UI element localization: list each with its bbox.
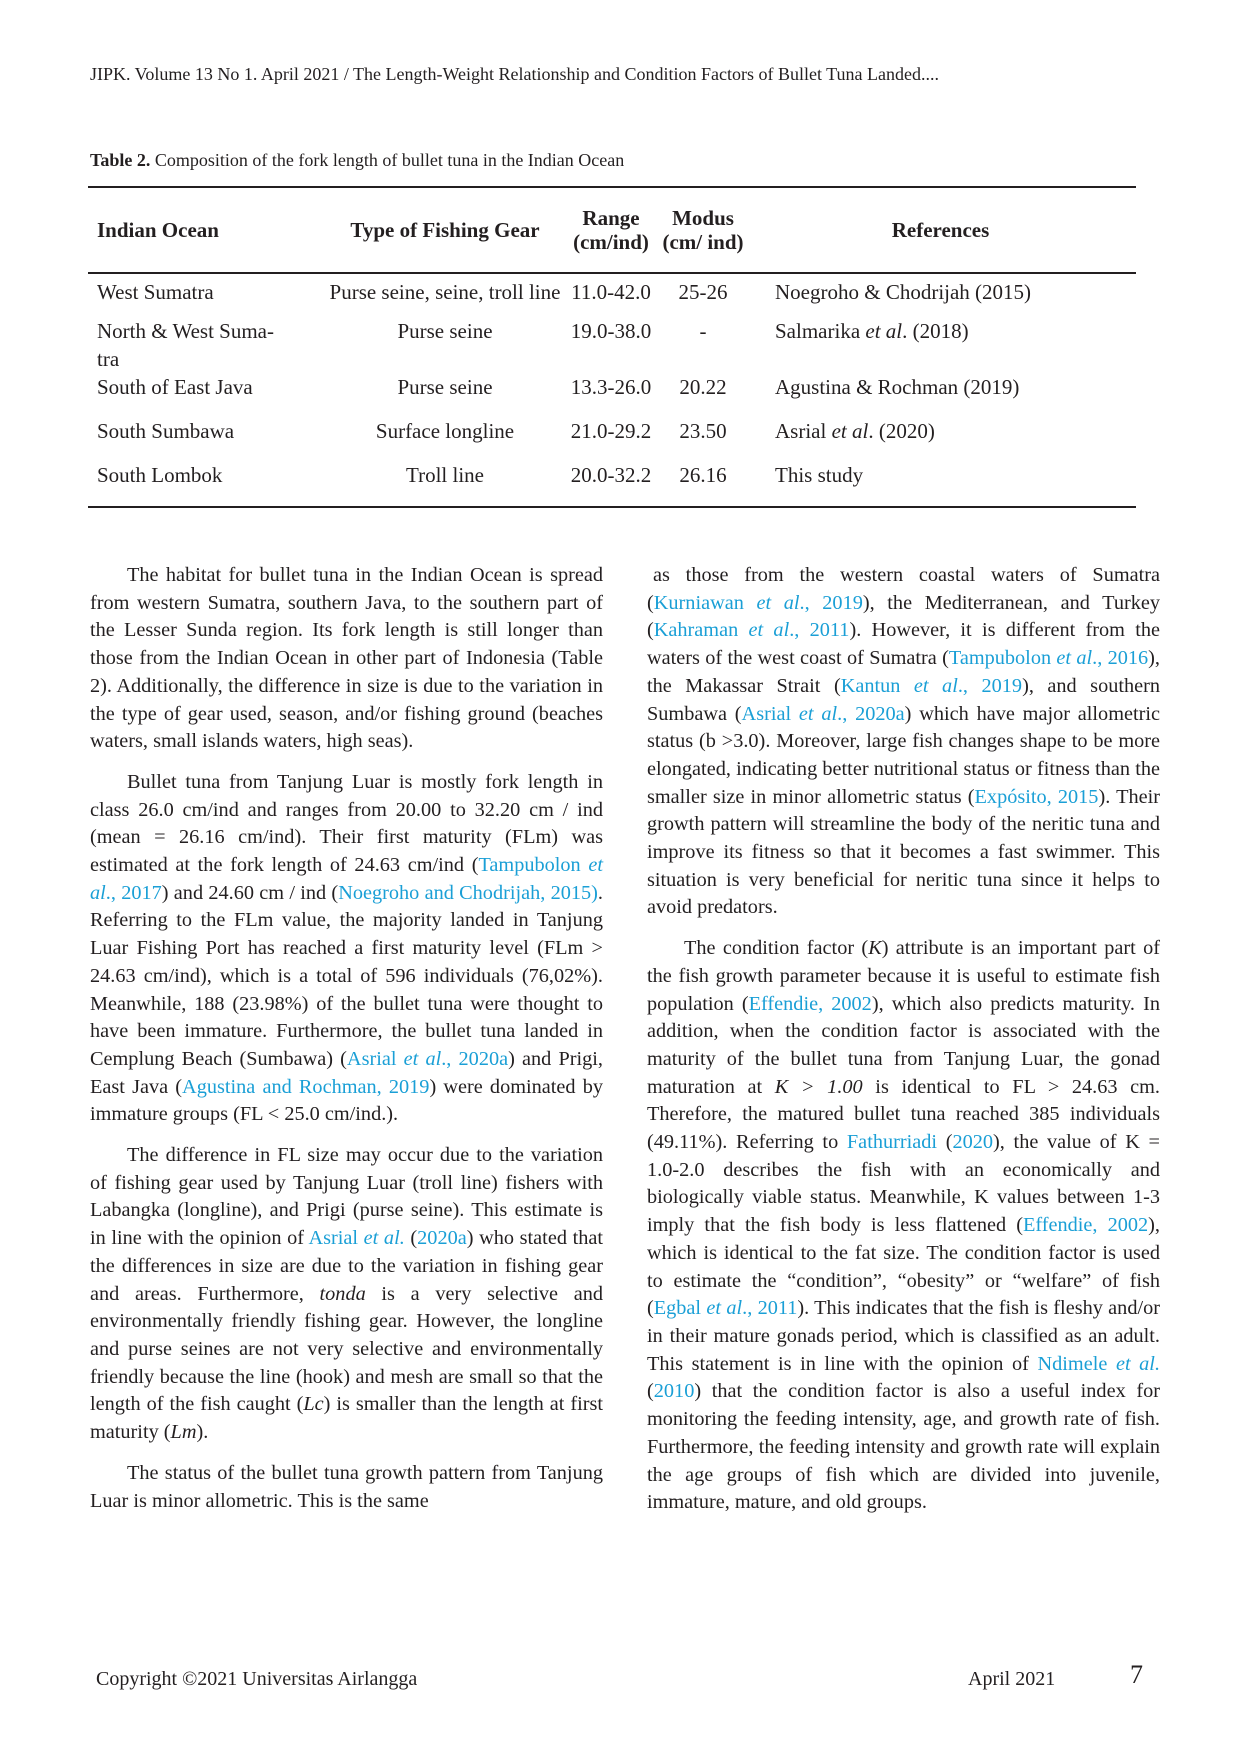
cell-range: 20.0-32.2 <box>570 463 652 487</box>
header-range: Range (cm/ind) <box>561 187 661 273</box>
table-row <box>88 461 1136 507</box>
citation-link[interactable]: Kantun et al., 2019 <box>840 674 1023 697</box>
paragraph-habitat: The habitat for bullet tuna in the Indian Ocean is spread from western Sumatra, southern Java, to the southern part of the Lesser Sunda region. Its fork length is still longer than those from the Indian Ocean in other part of Indonesia (Table 2). Additionally, the difference in size is due to the variation in the type of gear used, season, and/or fishing ground (beaches waters, small islands waters, high seas). <box>90 564 603 753</box>
citation-link[interactable]: Kurniawan et al., 2019 <box>653 591 863 614</box>
table-row <box>88 273 1136 317</box>
cell-region: South Lombok <box>97 463 223 487</box>
running-header: JIPK. Volume 13 No 1. April 2021 / The Length-Weight Relationship and Condition Factors of Bullet Tuna Landed.... <box>90 64 940 84</box>
table-row <box>88 317 1136 373</box>
cell-modus: 20.22 <box>679 375 727 399</box>
cell-modus: - <box>699 319 707 343</box>
right-column <box>647 562 1160 1530</box>
citation-link[interactable]: Kahraman et al., 2011 <box>653 619 850 642</box>
table-header-row <box>88 187 1136 273</box>
citation-link[interactable]: Tampubolon et al., 2017 <box>90 854 603 904</box>
cell-region: North & West Suma-tra <box>97 319 274 371</box>
cell-range: 21.0-29.2 <box>570 419 652 443</box>
cell-range: 13.3-26.0 <box>570 375 652 399</box>
table-caption-text: Composition of the fork length of bullet tuna in the Indian Ocean <box>150 150 625 170</box>
cell-gear: Purse seine <box>397 319 493 343</box>
citation-link[interactable]: Effendie, 2002 <box>748 992 872 1015</box>
header-modus: Modus (cm/ ind) <box>661 187 745 273</box>
citation-link[interactable]: Asrial et al. <box>308 1227 405 1250</box>
citation-link[interactable]: Tampubolon et al., 2016 <box>948 647 1149 670</box>
table-caption <box>90 150 624 171</box>
cell-region: West Sumatra <box>97 280 214 304</box>
citation-link[interactable]: Noegroho and Chodrijah, 2015) <box>338 881 598 904</box>
paragraph-growth-pattern: The status of the bullet tuna growth pattern from Tanjung Luar is minor allometric. This is the same <box>90 1461 603 1512</box>
citation-link[interactable]: 2010 <box>653 1380 695 1403</box>
footer-date: April 2021 <box>968 1668 1056 1690</box>
cell-gear: Troll line <box>406 463 484 487</box>
table-row <box>88 417 1136 461</box>
citation-link[interactable]: Agustina and Rochman, 2019 <box>182 1075 430 1098</box>
table-caption-label: Table 2. <box>90 150 151 170</box>
cell-reference: Noegroho & Chodrijah (2015) <box>775 280 1032 304</box>
cell-modus: 26.16 <box>679 463 727 487</box>
citation-link[interactable]: Asrial et al., 2020a <box>346 1047 509 1070</box>
cell-reference: Asrial et al. (2020) <box>775 419 935 443</box>
paragraph-condition-factor: The condition factor (K) attribute is an important part of the fish growth parameter because it is useful to estimate fish population (Effendie, 2002), which also predicts maturity. In addition, when the condition factor is associated with the maturity of the bullet tuna from Tanjung Luar, the gonad maturation at K > 1.00 is identical to FL > 24.63 cm. Therefore, the matured bullet tuna reached 385 individuals (49.11%). Referring to Fathurriadi (2020), the value of K = 1.0-2.0 describes the fish with an economically and biologically viable status. Meanwhile, K values between 1-3 imply that the fish body is less flattened (Effendie, 2002), which is identical to the fat size. The condition factor is used to estimate the “condition”, “obesity” or “welfare” of fish (Egbal et al., 2011). This indicates that the fish is fleshy and/or in their mature gonads period, which is classified as an adult. This statement is in line with the opinion of Ndimele et al. (2010) that the condition factor is also a useful index for monitoring the feeding intensity, age, and growth rate of fish. Furthermore, the feeding intensity and growth rate will explain the age groups of fish which are divided into juvenile, immature, mature, and old groups. <box>647 937 1161 1514</box>
cell-reference: Salmarika et al. (2018) <box>775 319 969 343</box>
left-column <box>90 562 603 1528</box>
cell-range: 19.0-38.0 <box>570 319 652 343</box>
paragraph-growth-continued: as those from the western coastal waters of Sumatra (Kurniawan et al., 2019), the Mediterranean, and Turkey (Kahraman et al., 2011). However, it is different from the waters of the west coast of Sumatra (Tampubolon et al., 2016), the Makassar Strait (Kantun et al., 2019), and southern Sumbawa (Asrial et al., 2020a) which have major allometric status (b >3.0). Moreover, large fish changes shape to be more elongated, indicating better nutritional status or fitness than the smaller size in minor allometric status (Expósito, 2015). Their growth pattern will streamline the body of the neritic tuna and improve its fitness so that it becomes a fast swimmer. This situation is very beneficial for neritic tuna since it helps to avoid predators. <box>647 564 1161 919</box>
header-references: References <box>745 187 1136 273</box>
cell-gear: Surface longline <box>375 419 515 443</box>
citation-link[interactable]: Egbal et al., 2011 <box>653 1297 798 1320</box>
cell-reference: This study <box>775 463 864 487</box>
citation-link[interactable]: Ndimele et al. <box>1037 1352 1161 1375</box>
citation-link[interactable]: Expósito, 2015 <box>974 785 1099 808</box>
cell-modus: 25-26 <box>678 280 728 304</box>
header-indian-ocean: Indian Ocean <box>88 187 329 273</box>
footer-copyright: Copyright ©2021 Universitas Airlangga <box>96 1668 418 1690</box>
paragraph-fork-length: Bullet tuna from Tanjung Luar is mostly fork length in class 26.0 cm/ind and ranges from 20.00 to 32.20 cm / ind (mean = 26.16 cm/ind). Their first maturity (FLm) was estimated at the fork length of 24.63 cm/ind (Tampubolon et al., 2017) and 24.60 cm / ind (Noegroho and Chodrijah, 2015). Referring to the FLm value, the majority landed in Tanjung Luar Fishing Port has reached a first maturity level (FLm > 24.63 cm/ind), which is a total of 596 individuals (76,02%). Meanwhile, 188 (23.98%) of the bullet tuna were thought to have been immature. Furthermore, the bullet tuna landed in Cemplung Beach (Sumbawa) (Asrial et al., 2020a) and Prigi, East Java (Agustina and Rochman, 2019) were dominated by immature groups (FL < 25.0 cm/ind.). <box>90 770 603 1126</box>
citation-link[interactable]: Asrial et al., 2020a <box>741 702 905 725</box>
citation-link[interactable]: Effendie, 2002 <box>1022 1214 1149 1237</box>
cell-modus: 23.50 <box>679 419 727 443</box>
cell-region: South of East Java <box>97 375 253 399</box>
fork-length-table <box>88 186 1136 508</box>
cell-reference: Agustina & Rochman (2019) <box>775 375 1020 399</box>
table-row <box>88 373 1136 417</box>
cell-region: South Sumbawa <box>97 419 235 443</box>
header-fishing-gear: Type of Fishing Gear <box>329 187 561 273</box>
citation-link[interactable]: 2020 <box>952 1131 994 1154</box>
citation-link[interactable]: 2020a <box>417 1227 467 1250</box>
cell-range: 11.0-42.0 <box>571 280 651 304</box>
cell-gear: Purse seine <box>397 375 493 399</box>
paragraph-fl-difference: The difference in FL size may occur due to the variation of fishing gear used by Tanjung Luar (troll line) fishers with Labangka (longline), and Prigi (purse seine). This estimate is in line with the opinion of Asrial et al. (2020a) who stated that the differences in size are due to the variation in fishing gear and areas. Furthermore, tonda is a very selective and environmentally friendly fishing gear. However, the longline and purse seines are not very selective and environmentally friendly because the line (hook) and mesh are small so that the length of the fish caught (Lc) is smaller than the length at first maturity (Lm). <box>90 1144 603 1444</box>
page-number: 7 <box>1130 1660 1143 1689</box>
citation-link[interactable]: Fathurriadi <box>846 1131 938 1154</box>
cell-gear: Purse seine, seine, troll line <box>329 280 561 304</box>
